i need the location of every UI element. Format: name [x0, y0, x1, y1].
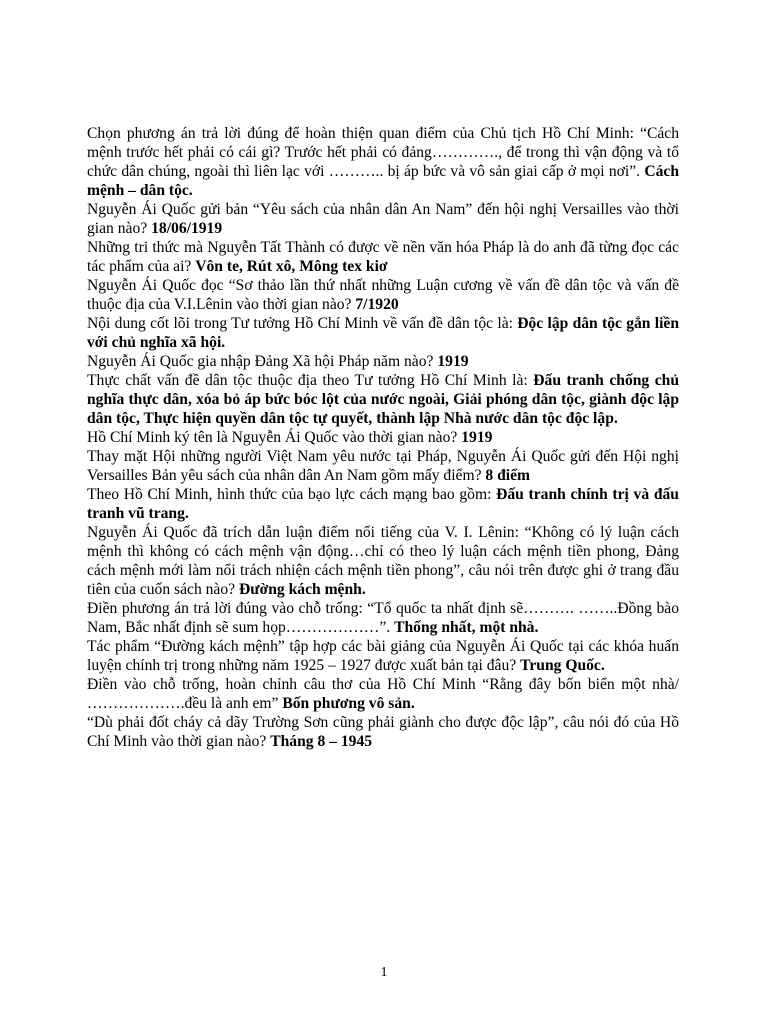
question-text: Hồ Chí Minh ký tên là Nguyễn Ái Quốc vào thời gian nào? — [87, 429, 458, 446]
answer-text: Thống nhất, một nhà. — [394, 619, 539, 636]
question-text: Chọn phương án trả lời đúng để hoàn thiện quan điểm của Chủ tịch Hồ Chí Minh: “Cách mệnh trước hết phải có cái gì? Trước hết phải có đảng…………., để trong thì vận động và tổ chức dân chúng, ngoài thì liên lạc với ……….. bị áp bức và vô sản giai cấp ở mọi nơi”. — [87, 125, 679, 180]
question-text: Theo Hồ Chí Minh, hình thức của bạo lực cách mạng bao gồm: — [87, 486, 492, 503]
question-item — [87, 124, 679, 200]
question-text: Thay mặt Hội những người Việt Nam yêu nước tại Pháp, Nguyễn Ái Quốc gửi đến Hội nghị Versailles Bản yêu sách của nhân dân An Nam gồm mấy điểm? — [87, 448, 679, 484]
answer-text: Đường kách mệnh. — [238, 581, 366, 598]
answer-text: 7/1920 — [355, 296, 399, 313]
answer-text: Vôn te, Rút xô, Mông tex kiơ — [195, 258, 388, 275]
question-item — [87, 276, 679, 314]
answer-text: Cách mệnh – dân tộc. — [87, 163, 679, 199]
question-text: Tác phẩm “Đường kách mệnh” tập hợp các bài giảng của Nguyễn Ái Quốc tại các khóa huấn luyện chính trị trong những năm 1925 – 1927 được xuất bản tại đâu? — [87, 638, 679, 674]
answer-text: Trung Quốc. — [520, 657, 605, 674]
question-text: Nguyễn Ái Quốc đã trích dẫn luận điểm nổi tiếng của V. I. Lênin: “Không có lý luận cách mệnh thì không có cách mệnh vận động…chỉ có theo lý luận cách mệnh tiền phong, Đảng cách mệnh mới làm nổi trách nhiện cách mệnh tiền phong”, câu nói trên được ghi ở trang đầu tiên của cuốn sách nào? — [87, 524, 679, 598]
answer-text: Tháng 8 – 1945 — [270, 733, 373, 750]
question-text: Những tri thức mà Nguyễn Tất Thành có được về nền văn hóa Pháp là do anh đã từng đọc các tác phẩm của ai? — [87, 239, 679, 275]
question-text: Nguyễn Ái Quốc gia nhập Đảng Xã hội Pháp năm nào? — [87, 353, 434, 370]
answer-text: 8 điểm — [485, 467, 531, 484]
answer-text: 18/06/1919 — [151, 220, 223, 237]
question-item — [87, 713, 679, 751]
question-text: Thực chất vấn đề dân tộc thuộc địa theo Tư tưởng Hồ Chí Minh là: — [87, 372, 528, 389]
answer-text: Đấu tranh chính trị và đấu tranh vũ trang. — [87, 486, 679, 522]
answer-text: Độc lập dân tộc gắn liền với chủ nghĩa xã hội. — [87, 315, 679, 351]
question-text: “Dù phải đốt cháy cả dãy Trường Sơn cũng phải giành cho được độc lập”, câu nói đó của Hồ Chí Minh vào thời gian nào? — [87, 714, 679, 750]
question-list — [87, 124, 679, 751]
answer-text: Đấu tranh chống chủ nghĩa thực dân, xóa bỏ áp bức bóc lột của nước ngoài, Giải phóng dân tộc, giành độc lập dân tộc, Thực hiện quyền dân tộc tự quyết, thành lập Nhà nước dân tộc độc lập. — [87, 372, 680, 427]
question-item — [87, 238, 679, 276]
question-text: Điền phương án trả lời đúng vào chỗ trống: “Tổ quốc ta nhất định sẽ………. ……..Đồng bào Nam, Bắc nhất định sẽ sum họp………………”. — [87, 600, 679, 636]
question-item — [87, 599, 679, 637]
answer-text: Bốn phương vô sản. — [282, 695, 415, 712]
page-number: 1 — [380, 965, 388, 980]
answer-text: 1919 — [437, 353, 469, 370]
question-item — [87, 637, 679, 675]
question-item — [87, 485, 679, 523]
answer-text: 1919 — [461, 429, 493, 446]
question-item — [87, 523, 679, 599]
question-text: Nguyễn Ái Quốc gửi bản “Yêu sách của nhân dân An Nam” đến hội nghị Versailles vào thời gian nào? — [87, 201, 679, 237]
question-text: Nội dung cốt lõi trong Tư tưởng Hồ Chí Minh về vấn đề dân tộc là: — [87, 315, 513, 332]
question-item — [87, 371, 679, 428]
question-text: Nguyễn Ái Quốc đọc “Sơ thảo lần thứ nhất những Luận cương về vấn đề dân tộc và vấn đề thuộc địa của V.I.Lênin vào thời gian nào? — [87, 277, 679, 313]
question-text: Điền vào chỗ trống, hoàn chỉnh câu thơ của Hồ Chí Minh “Rằng đây bốn biển một nhà/ ……………….đều là anh em” — [87, 676, 679, 712]
question-item — [87, 675, 679, 713]
question-item — [87, 447, 679, 485]
question-item — [87, 314, 679, 352]
question-item — [87, 200, 679, 238]
question-item — [87, 428, 679, 447]
question-item — [87, 352, 679, 371]
